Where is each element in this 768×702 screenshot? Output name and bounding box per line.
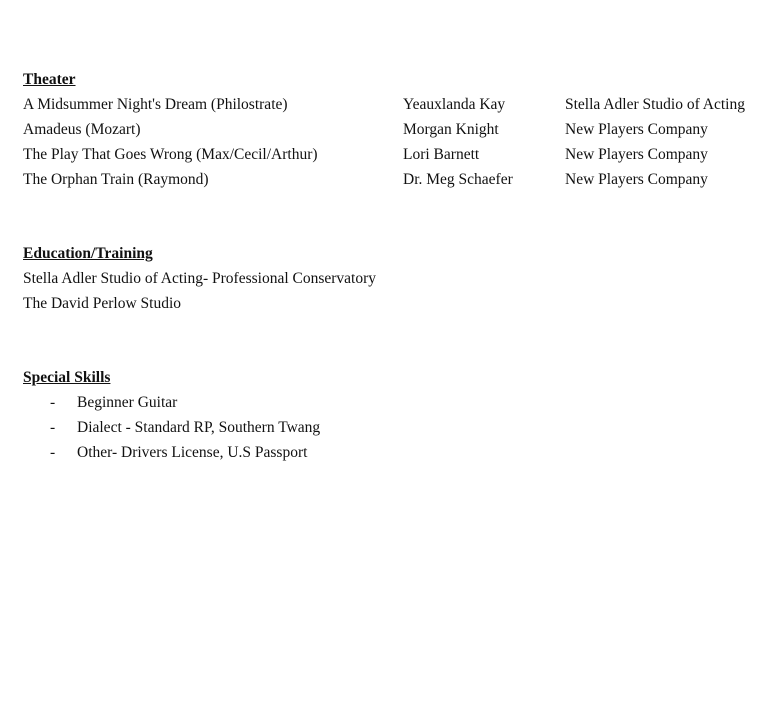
skills-heading: Special Skills (23, 369, 111, 386)
education-heading: Education/Training (23, 245, 153, 262)
theater-company: New Players Company (565, 121, 708, 138)
skill-text: Other- Drivers License, U.S Passport (77, 444, 308, 461)
skill-list-item (0, 443, 768, 463)
theater-role: The Play That Goes Wrong (Max/Cecil/Arthur) (23, 146, 318, 163)
education-item: The David Perlow Studio (23, 295, 181, 312)
theater-heading: Theater (23, 71, 76, 88)
theater-row (0, 95, 768, 115)
theater-company: Stella Adler Studio of Acting (565, 96, 745, 113)
theater-director: Yeauxlanda Kay (403, 96, 506, 113)
theater-director: Morgan Knight (403, 121, 499, 138)
theater-role: Amadeus (Mozart) (23, 121, 141, 138)
theater-company: New Players Company (565, 146, 708, 163)
bullet-dash: - (50, 419, 56, 436)
theater-director: Lori Barnett (403, 146, 480, 163)
theater-row (0, 170, 768, 190)
skill-text: Dialect - Standard RP, Southern Twang (77, 419, 321, 436)
skill-list-item (0, 393, 768, 413)
skill-list-item (0, 418, 768, 438)
education-item: Stella Adler Studio of Acting- Professional Conservatory (23, 270, 377, 287)
bullet-dash: - (50, 444, 56, 461)
theater-row (0, 120, 768, 140)
theater-company: New Players Company (565, 171, 708, 188)
theater-director: Dr. Meg Schaefer (403, 171, 513, 188)
theater-role: A Midsummer Night's Dream (Philostrate) (23, 96, 288, 113)
theater-row (0, 145, 768, 165)
theater-role: The Orphan Train (Raymond) (23, 171, 209, 188)
bullet-dash: - (50, 394, 56, 411)
skill-text: Beginner Guitar (77, 394, 178, 411)
